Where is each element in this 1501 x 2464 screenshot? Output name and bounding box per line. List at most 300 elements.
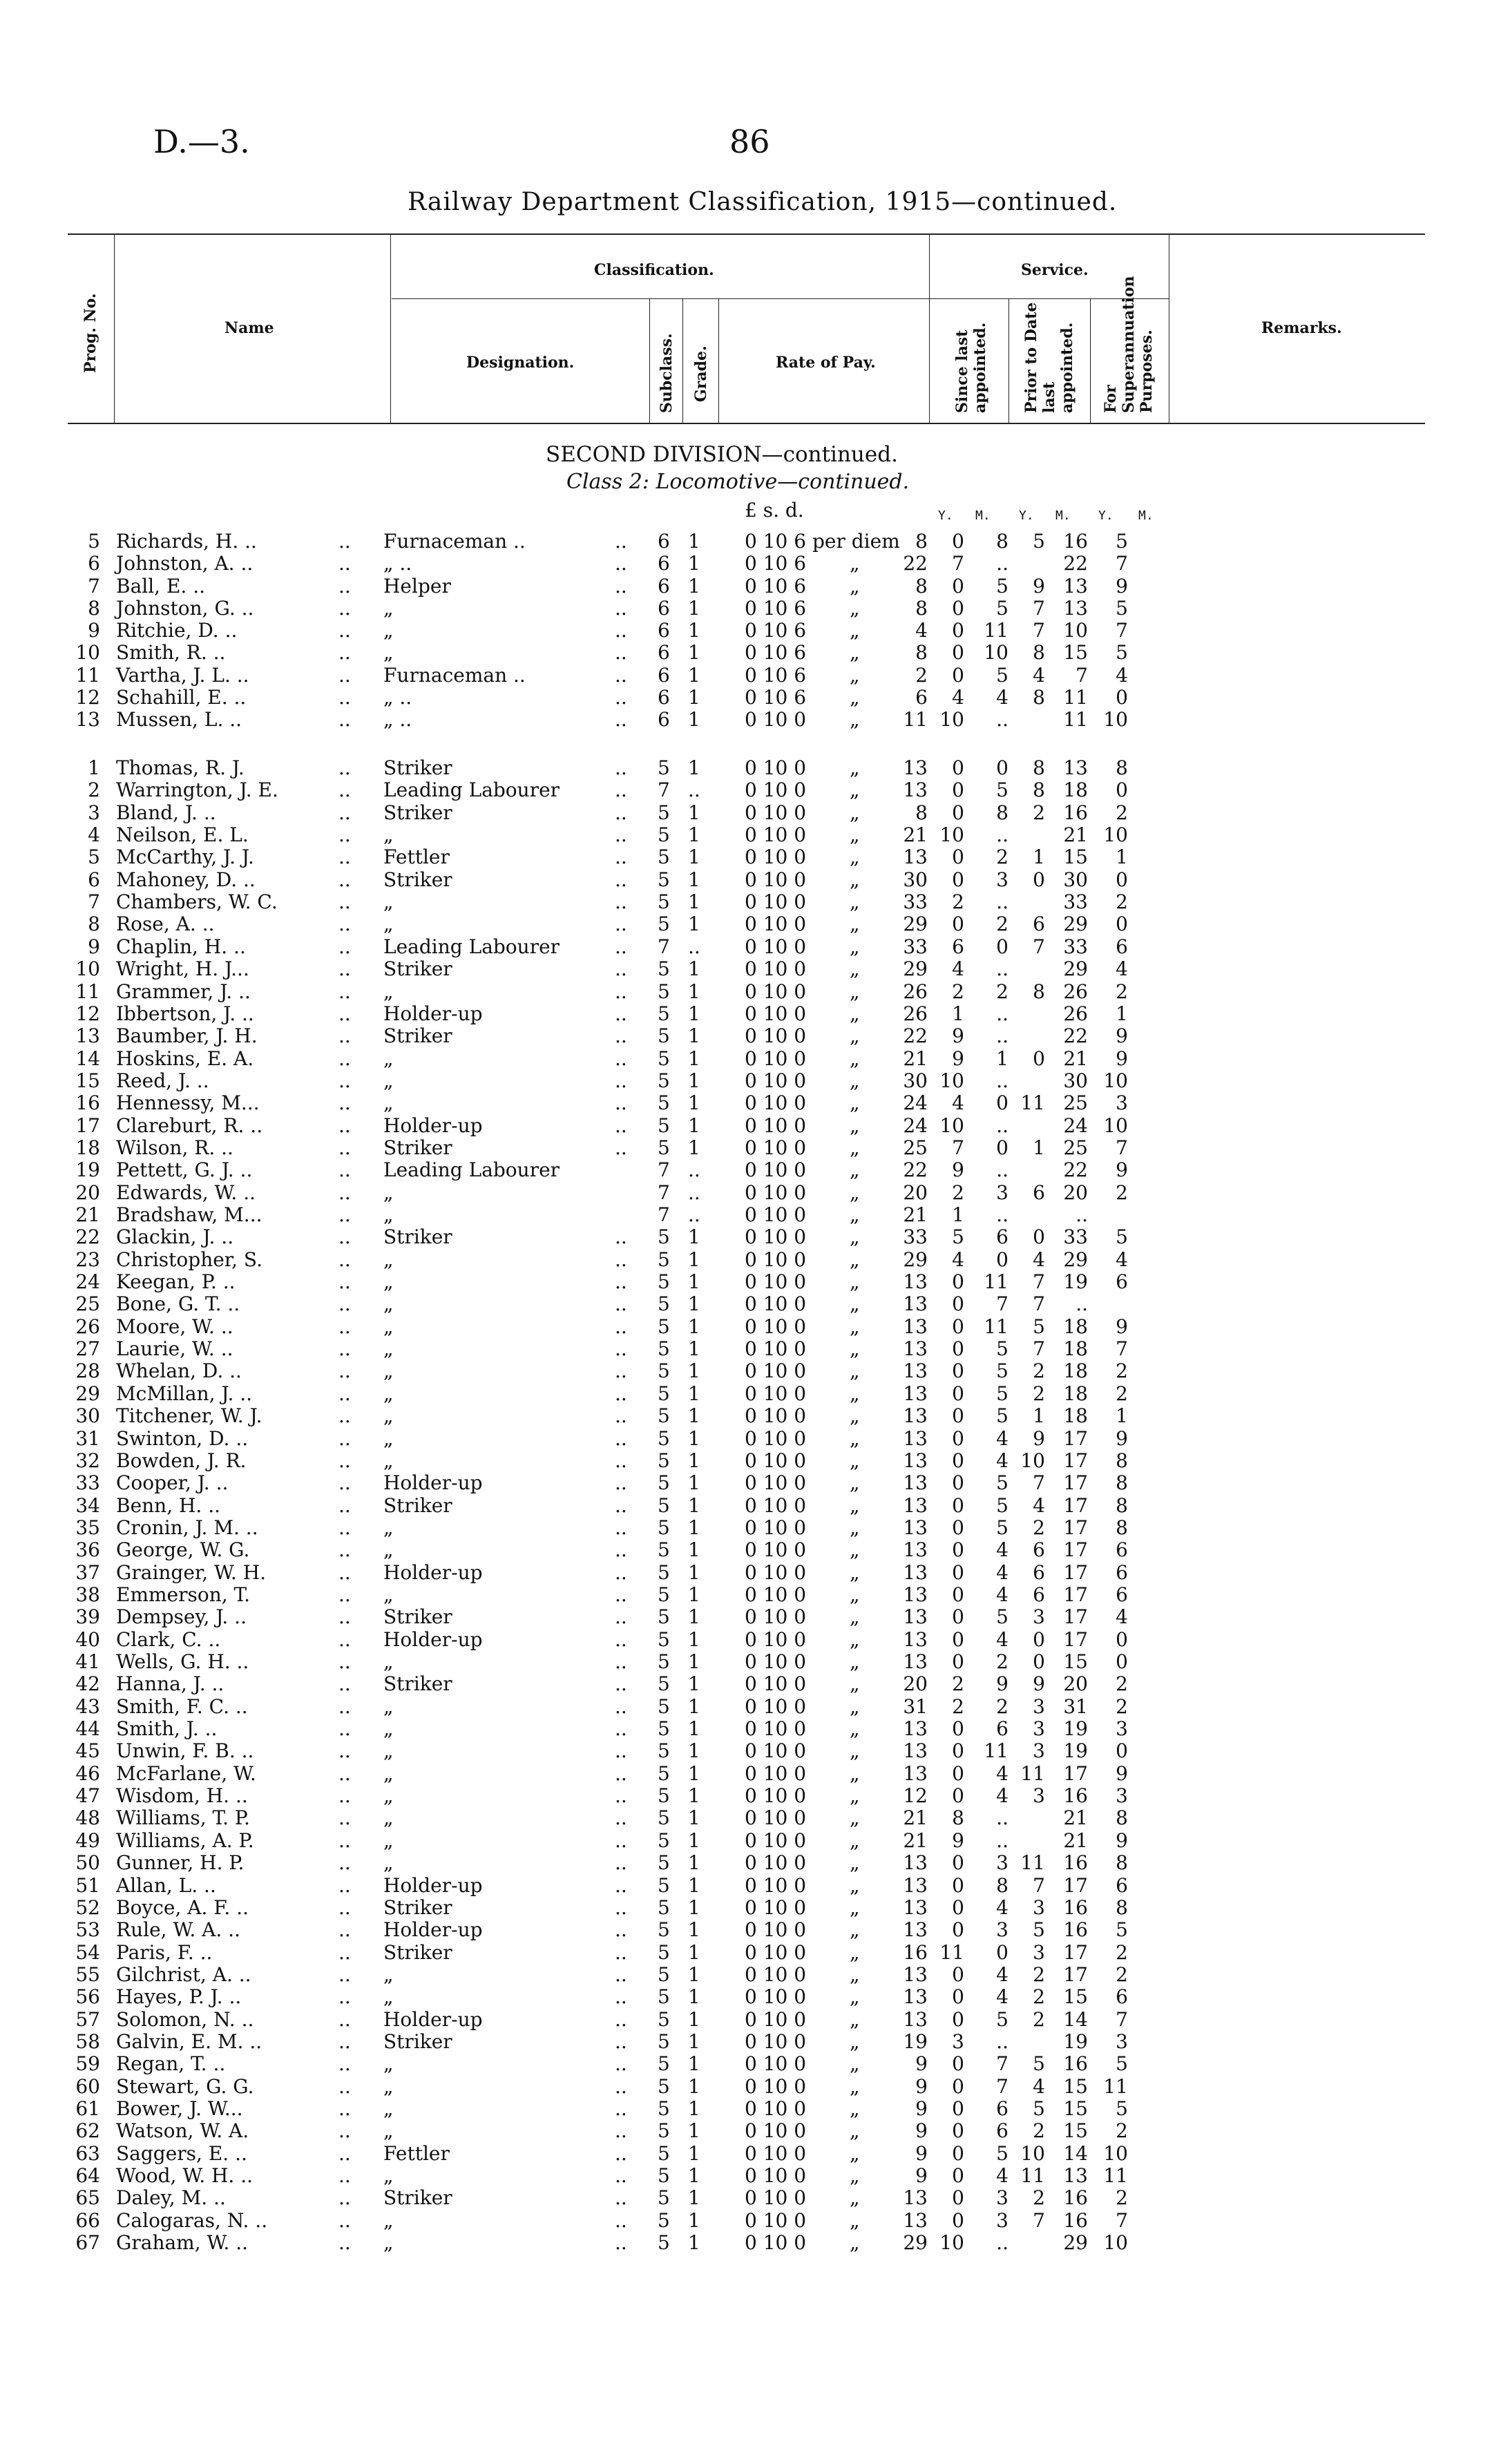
leader-dots: .. (338, 1449, 351, 1472)
ditto-mark: „ (850, 1806, 860, 1830)
ditto-mark: „ (850, 1851, 860, 1875)
employee-name: Clareburt, R. .. (116, 1114, 263, 1137)
grade: 1 (688, 1784, 700, 1808)
designation: „ (383, 823, 394, 847)
prior-months: 10 (1020, 2141, 1045, 2165)
super-months: 3 (1116, 1784, 1128, 1808)
rate-of-pay: 0 10 0 (745, 801, 807, 824)
prog-no: 33 (75, 1471, 100, 1495)
super-months: 10 (1103, 1069, 1128, 1092)
employee-name: Ibbertson, J. .. (116, 1002, 254, 1025)
leader-dots: .. (338, 1359, 351, 1383)
leader-dots: .. (338, 1694, 351, 1718)
subclass: 7 (658, 935, 670, 958)
designation: Striker (383, 756, 452, 779)
ditto-mark: „ (850, 1873, 860, 1897)
rate-of-pay: 0 10 0 (745, 2186, 807, 2210)
prior-years: .. (996, 957, 1008, 981)
prog-no: 38 (75, 1583, 100, 1606)
super-months: 8 (1116, 1449, 1128, 1472)
designation: „ (383, 1449, 394, 1472)
prior-months: 7 (1033, 1873, 1045, 1897)
subclass: 5 (658, 1851, 670, 1875)
grade: 1 (688, 596, 700, 620)
grade: 1 (688, 574, 700, 598)
super-months: 2 (1116, 2186, 1128, 2210)
prog-no: 1 (88, 756, 100, 779)
designation: „ (383, 2119, 394, 2143)
super-months: 8 (1116, 1516, 1128, 1539)
grade: 1 (688, 1895, 700, 1919)
prior-months: 4 (1033, 2074, 1045, 2098)
since-months: 0 (952, 1560, 964, 1584)
rate-of-pay: 0 10 0 (745, 756, 807, 779)
super-months: 10 (1103, 2231, 1128, 2255)
leader-dots: .. (615, 1493, 627, 1517)
table-row (0, 1137, 1501, 1159)
prior-months: 3 (1033, 1784, 1045, 1808)
super-months: 2 (1116, 1940, 1128, 1964)
rate-of-pay: 0 10 0 (745, 1359, 807, 1383)
employee-name: Mahoney, D. .. (116, 868, 256, 891)
super-years: 29 (1063, 2231, 1088, 2255)
leader-dots: .. (338, 2231, 351, 2255)
prior-months: 4 (1033, 1493, 1045, 1517)
table-row (0, 620, 1501, 642)
subclass: 5 (658, 1605, 670, 1629)
leader-dots: .. (615, 2141, 627, 2165)
super-years: 22 (1063, 1024, 1088, 1048)
designation: Fettler (383, 846, 450, 869)
table-row (0, 1629, 1501, 1651)
since-years: 13 (903, 1292, 928, 1316)
prior-years: .. (996, 1828, 1008, 1852)
grade: 1 (688, 1873, 700, 1897)
rate-of-pay: 0 10 0 (745, 1940, 807, 1964)
leader-dots: .. (338, 1069, 351, 1092)
prior-years: 0 (996, 1248, 1008, 1271)
prior-months: 0 (1033, 1047, 1045, 1070)
designation: „ (383, 1717, 394, 1741)
rate-of-pay: 0 10 6 (745, 596, 807, 620)
prior-years: 0 (996, 756, 1008, 779)
super-months: 1 (1116, 846, 1128, 869)
grade: 1 (688, 1091, 700, 1115)
rate-of-pay: 0 10 0 (745, 890, 807, 914)
table-row (0, 1360, 1501, 1382)
grade: 1 (688, 1069, 700, 1092)
since-months: 9 (952, 1047, 964, 1070)
leader-dots: .. (615, 2074, 627, 2098)
leader-dots: .. (338, 1650, 351, 1673)
leader-dots: .. (338, 1516, 351, 1539)
designation: „ (383, 1404, 394, 1428)
prior-years: .. (996, 1069, 1008, 1092)
grade: 1 (688, 1560, 700, 1584)
designation: Striker (383, 1940, 452, 1964)
since-months: 0 (952, 1605, 964, 1629)
rate-of-pay: 0 10 0 (745, 1583, 807, 1606)
ditto-mark: „ (850, 1538, 860, 1562)
leader-dots: .. (338, 1717, 351, 1741)
super-months: 2 (1116, 1382, 1128, 1405)
prior-years: .. (996, 552, 1008, 575)
rate-of-pay: 0 10 0 (745, 2164, 807, 2188)
since-years: 13 (903, 2007, 928, 2031)
table-row (0, 824, 1501, 846)
designation: „ (383, 1069, 394, 1092)
prior-months: 0 (1033, 1627, 1045, 1651)
table-row (0, 913, 1501, 935)
designation: „ (383, 1583, 394, 1606)
prior-months: 5 (1033, 2052, 1045, 2076)
prog-no: 58 (75, 2030, 100, 2053)
designation: Helper (383, 574, 451, 598)
super-months: 6 (1116, 1583, 1128, 1606)
subclass: 5 (658, 1694, 670, 1718)
since-months: 0 (952, 1784, 964, 1808)
table-row (0, 1025, 1501, 1047)
table-row (0, 1092, 1501, 1114)
col-divider (929, 233, 930, 423)
prior-months: 6 (1033, 913, 1045, 936)
grade: 1 (688, 2119, 700, 2143)
subclass: 5 (658, 1985, 670, 2009)
ditto-mark: „ (850, 1024, 860, 1048)
table-row (0, 1651, 1501, 1673)
designation: „ (383, 1650, 394, 1673)
employee-name: Keegan, P. .. (116, 1270, 236, 1294)
leader-dots: .. (338, 663, 351, 687)
super-years: 18 (1063, 1404, 1088, 1428)
table-row (0, 981, 1501, 1003)
super-years: 22 (1063, 1158, 1088, 1182)
since-years: 33 (903, 1225, 928, 1249)
subclass: 5 (658, 1784, 670, 1808)
rate-of-pay: 0 10 6 (745, 641, 807, 665)
rate-of-pay: 0 10 0 (745, 1181, 807, 1204)
ditto-mark: „ (850, 663, 860, 687)
col-prior-to: Prior to Date last appointed. (1022, 302, 1076, 413)
prog-no: 7 (88, 574, 100, 598)
designation: „ (383, 2097, 394, 2120)
employee-name: Baumber, J. H. (116, 1024, 258, 1048)
rate-of-pay: 0 10 0 (745, 1225, 807, 1249)
super-years: 13 (1063, 574, 1088, 598)
table-row (0, 2053, 1501, 2075)
since-months: 0 (952, 1359, 964, 1383)
leader-dots: .. (338, 935, 351, 958)
rate-of-pay: 0 10 0 (745, 1828, 807, 1852)
leader-dots: .. (338, 1739, 351, 1763)
since-months: 0 (952, 1985, 964, 2009)
prior-years: .. (996, 823, 1008, 847)
prog-no: 63 (75, 2141, 100, 2165)
prog-no: 30 (75, 1404, 100, 1428)
table-row (0, 1472, 1501, 1494)
prior-years: 4 (996, 1761, 1008, 1785)
prior-months: 0 (1033, 1650, 1045, 1673)
col-prog-no: Prog. No. (82, 293, 99, 373)
super-months: 8 (1116, 1806, 1128, 1830)
super-years: .. (1075, 1292, 1088, 1316)
grade: 1 (688, 1493, 700, 1517)
leader-dots: .. (338, 1538, 351, 1562)
designation: Holder-up (383, 1002, 483, 1025)
employee-name: Clark, C. .. (116, 1627, 221, 1651)
prior-months: 11 (1020, 2164, 1045, 2188)
grade: 1 (688, 1851, 700, 1875)
super-months: 0 (1116, 913, 1128, 936)
ditto-mark: „ (850, 756, 860, 779)
prior-months: 1 (1033, 1136, 1045, 1159)
leader-dots: .. (615, 1091, 627, 1115)
super-years: 29 (1063, 957, 1088, 981)
super-months: 7 (1116, 1337, 1128, 1361)
leader-dots: .. (615, 1315, 627, 1338)
since-months: 7 (952, 552, 964, 575)
prior-months: 7 (1033, 1337, 1045, 1361)
ditto-mark: „ (850, 2119, 860, 2143)
leader-dots: .. (338, 1091, 351, 1115)
prior-years: 3 (996, 1851, 1008, 1875)
since-years: 29 (903, 2231, 928, 2255)
ditto-mark: „ (850, 868, 860, 891)
super-months: 0 (1116, 685, 1128, 709)
super-years: 14 (1063, 2141, 1088, 2165)
table-row (0, 1830, 1501, 1852)
super-years: 17 (1063, 1583, 1088, 1606)
super-months: 9 (1116, 1024, 1128, 1048)
since-years: 6 (915, 685, 928, 709)
leader-dots: .. (338, 2030, 351, 2053)
employee-name: Moore, W. .. (116, 1315, 233, 1338)
grade: 1 (688, 1985, 700, 2009)
rate-of-pay: 0 10 0 (745, 868, 807, 891)
table-row (0, 2076, 1501, 2098)
prog-no: 31 (75, 1426, 100, 1450)
since-years: 13 (903, 1739, 928, 1763)
super-years: 17 (1063, 1761, 1088, 1785)
leader-dots: .. (338, 1114, 351, 1137)
col-service: Service. (1021, 261, 1089, 279)
since-years: 13 (903, 1895, 928, 1919)
employee-name: Dempsey, J. .. (116, 1605, 247, 1629)
since-months: 0 (952, 1315, 964, 1338)
grade: 1 (688, 1449, 700, 1472)
since-months: 0 (952, 1717, 964, 1741)
leader-dots: .. (338, 1404, 351, 1428)
super-years: 19 (1063, 2030, 1088, 2053)
unit-py: Y. (1019, 508, 1034, 523)
designation: Furnaceman .. (383, 663, 526, 687)
leader-dots: .. (615, 2186, 627, 2210)
super-years: 17 (1063, 1538, 1088, 1562)
ditto-mark: „ (850, 1449, 860, 1472)
grade: 1 (688, 663, 700, 687)
leader-dots: .. (615, 823, 627, 847)
prog-no: 61 (75, 2097, 100, 2120)
since-years: 30 (903, 868, 928, 891)
super-months: 10 (1103, 1114, 1128, 1137)
rate-of-pay: 0 10 0 (745, 823, 807, 847)
prog-no: 16 (75, 1091, 100, 1115)
ditto-mark: „ (850, 1739, 860, 1763)
subclass: 5 (658, 2097, 670, 2120)
leader-dots: .. (338, 1493, 351, 1517)
designation: Holder-up (383, 1918, 483, 1942)
since-months: 0 (952, 641, 964, 665)
super-months: 2 (1116, 890, 1128, 914)
col-divider (114, 233, 115, 423)
subclass: 6 (658, 641, 670, 665)
prior-years: 4 (996, 1538, 1008, 1562)
table-row (0, 2232, 1501, 2254)
subclass: 5 (658, 1002, 670, 1025)
super-years: 15 (1063, 1985, 1088, 2009)
subclass: 5 (658, 1382, 670, 1405)
leader-dots: .. (615, 530, 627, 553)
leader-dots: .. (615, 1471, 627, 1495)
grade: 1 (688, 1136, 700, 1159)
employee-name: Mussen, L. .. (116, 708, 242, 731)
table-row (0, 1383, 1501, 1405)
unit-sy: Y. (938, 508, 953, 523)
since-years: 25 (903, 1136, 928, 1159)
since-months: 0 (952, 868, 964, 891)
since-years: 29 (903, 1248, 928, 1271)
rate-of-pay: 0 10 0 (745, 1627, 807, 1651)
super-years: 17 (1063, 1493, 1088, 1517)
since-months: 0 (952, 756, 964, 779)
employee-name: Hennessy, M... (116, 1091, 260, 1115)
ditto-mark: „ (850, 2030, 860, 2053)
employee-name: Graham, W. .. (116, 2231, 249, 2255)
ditto-mark: „ (850, 2164, 860, 2188)
grade: 1 (688, 1672, 700, 1696)
since-months: 0 (952, 663, 964, 687)
prior-years: 11 (984, 1739, 1008, 1763)
ditto-mark: „ (850, 1136, 860, 1159)
since-months: 2 (952, 1672, 964, 1696)
super-months: 2 (1116, 801, 1128, 824)
since-years: 26 (903, 980, 928, 1003)
since-months: 7 (952, 1136, 964, 1159)
since-years: 9 (915, 2097, 928, 2120)
prior-months: 10 (1020, 1449, 1045, 1472)
super-months: 2 (1116, 1672, 1128, 1696)
super-years: 18 (1063, 1382, 1088, 1405)
leader-dots: .. (615, 552, 627, 575)
leader-dots: .. (615, 2231, 627, 2255)
unit-fy: Y. (1098, 508, 1113, 523)
since-years: 24 (903, 1091, 928, 1115)
leader-dots: .. (338, 1627, 351, 1651)
table-row (0, 1785, 1501, 1807)
since-years: 13 (903, 1426, 928, 1450)
super-years: 17 (1063, 1516, 1088, 1539)
since-years: 13 (903, 1516, 928, 1539)
prog-no: 66 (75, 2208, 100, 2232)
prior-months: 5 (1033, 2097, 1045, 2120)
ditto-mark: „ (850, 1404, 860, 1428)
employee-name: Smith, J. .. (116, 1717, 218, 1741)
since-months: 0 (952, 913, 964, 936)
prior-years: 5 (996, 1493, 1008, 1517)
subclass: 5 (658, 1359, 670, 1383)
prior-months: 2 (1033, 1359, 1045, 1383)
leader-dots: .. (615, 2208, 627, 2232)
prior-years: 5 (996, 2007, 1008, 2031)
since-years: 13 (903, 1962, 928, 1986)
prog-no: 32 (75, 1449, 100, 1472)
prog-no: 51 (75, 1873, 100, 1897)
prior-months: 2 (1033, 1382, 1045, 1405)
ditto-mark: „ (850, 1270, 860, 1294)
super-years: 17 (1063, 1962, 1088, 1986)
employee-name: Johnston, A. .. (116, 552, 254, 575)
rate-of-pay: 0 10 0 (745, 1203, 807, 1226)
subclass: 5 (658, 756, 670, 779)
super-months: 6 (1116, 935, 1128, 958)
ditto-mark: „ (850, 1047, 860, 1070)
super-years: 26 (1063, 980, 1088, 1003)
grade: 1 (688, 980, 700, 1003)
ditto-mark: „ (850, 779, 860, 802)
grade: 1 (688, 1359, 700, 1383)
super-months: 6 (1116, 1270, 1128, 1294)
grade: 1 (688, 1426, 700, 1450)
leader-dots: .. (338, 890, 351, 914)
ditto-mark: „ (850, 1583, 860, 1606)
ditto-mark: „ (850, 574, 860, 598)
designation: Striker (383, 1895, 452, 1919)
since-years: 13 (903, 1270, 928, 1294)
table-row (0, 2210, 1501, 2232)
prior-months: 2 (1033, 1962, 1045, 1986)
rate-of-pay: 0 10 0 (745, 2052, 807, 2076)
leader-dots: .. (615, 1560, 627, 1584)
subclass: 5 (658, 1047, 670, 1070)
leader-dots: .. (338, 596, 351, 620)
super-months: 4 (1116, 663, 1128, 687)
since-years: 9 (915, 2141, 928, 2165)
leader-dots: .. (615, 1516, 627, 1539)
leader-dots: .. (615, 1605, 627, 1629)
leader-dots: .. (615, 1248, 627, 1271)
prog-no: 56 (75, 1985, 100, 2009)
super-months: 7 (1116, 2208, 1128, 2232)
col-divider (390, 233, 391, 423)
employee-name: Williams, A. P. (116, 1828, 254, 1852)
super-years: 18 (1063, 1359, 1088, 1383)
ditto-mark: „ (850, 2007, 860, 2031)
since-months: 0 (952, 2097, 964, 2120)
leader-dots: .. (615, 663, 627, 687)
subclass: 7 (658, 1158, 670, 1182)
rate-of-pay: 0 10 6 (745, 552, 807, 575)
prior-years: 11 (984, 1315, 1008, 1338)
ditto-mark: „ (850, 1203, 860, 1226)
ditto-mark: „ (850, 1292, 860, 1316)
ditto-mark: „ (850, 1895, 860, 1919)
designation: „ (383, 1784, 394, 1808)
employee-name: Grammer, J. .. (116, 980, 251, 1003)
since-years: 13 (903, 1650, 928, 1673)
grade: 1 (688, 530, 700, 553)
leader-dots: .. (615, 1225, 627, 1249)
leader-dots: .. (615, 868, 627, 891)
